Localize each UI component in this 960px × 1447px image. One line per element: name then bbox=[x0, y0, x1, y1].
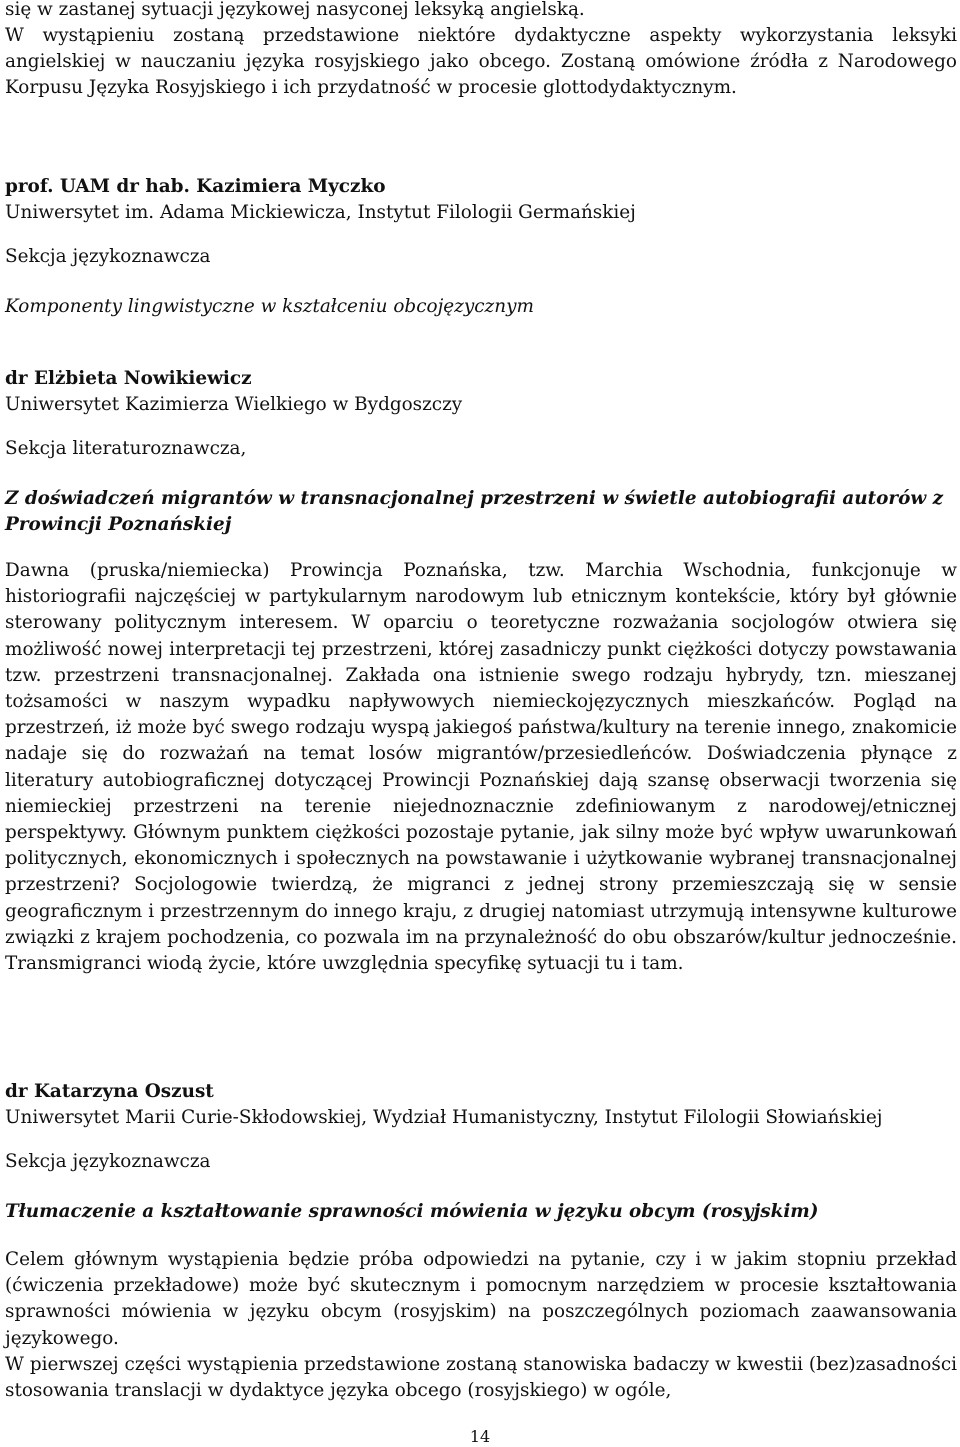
talk-title: Tłumaczenie a kształtowanie sprawności mówienia w języku obcym (rosyjskim) bbox=[5, 1201, 819, 1222]
author-affiliation: Uniwersytet im. Adama Mickiewicza, Instytut Filologii Germańskiej bbox=[5, 202, 636, 223]
talk-abstract: Dawna (pruska/niemiecka) Prowincja Poznańska, tzw. Marchia Wschodnia, funkcjonuje w historiografii najczęściej w partykularnym narodowym lub etnicznym kontekście, który był głównie sterowany politycznym interesem. W oparciu o teoretyczne rozważania socjologów otwiera się możliwość nowej interpretacji tej przestrzeni, której zasadniczy punkt ciężkości dotyczy powstawania tzw. przestrzeni transnacjonalnej. Zakłada ona istnienie swego rodzaju hybrydy, tzn. mieszanej tożsamości w naszym wypadku napływowych niemieckojęzycznych mieszkańców. Pogląd na przestrzeń, iż może być swego rodzaju wyspą jakiegoś państwa/kultury na terenie innego, znakomicie nadaje się do rozważań na temat losów migrantów/przesiedleńców. Doświadczenia płynące z literatury autobiograficznej dotyczącej Prowincji Poznańskiej dają szansę obserwacji tworzenia się niemieckiej przestrzeni na terenie niejednoznacznie zdefiniowanym z narodowej/etnicznej perspektywy. Głównym punktem ciężkości pozostaje pytanie, jak silny może być wpływ uwarunkowań politycznych, ekonomicznych i społecznych na powstawanie i użytkowanie wybranej transnacjonalnej przestrzeni? Socjologowie twierdzą, że migranci z jednej strony przemieszczają się w sensie geograficznym i przestrzennym do innego kraju, z drugiej natomiast utrzymują intensywne kulturowe związki z krajem pochodzenia, co pozwala im na przynależność do obu obszarów/kultur jednocześnie. Transmigranci wiodą życie, które uwzględnia specyfikę sytuacji tu i tam. bbox=[5, 560, 957, 975]
entry-myczko bbox=[5, 174, 957, 320]
talk-abstract-paragraph-1: Celem głównym wystąpienia będzie próba odpowiedzi na pytanie, czy i w jakim stopniu przekład (ćwiczenia przekładowe) może być skutecznym i pomocnym narzędziem w procesie kształtowania sprawności mówienia w języku obcym (rosyjskim) na poszczególnych poziomach zaawansowania językowego. bbox=[5, 1249, 957, 1349]
section-label: Sekcja językoznawcza bbox=[5, 1151, 211, 1172]
page-number: 14 bbox=[469, 1427, 491, 1446]
author-name: dr Katarzyna Oszust bbox=[5, 1081, 214, 1102]
talk-title: Komponenty lingwistyczne w kształceniu obcojęzycznym bbox=[5, 296, 534, 317]
section-label: Sekcja językoznawcza bbox=[5, 246, 211, 267]
intro-paragraph: W wystąpieniu zostaną przedstawione niektóre dydaktyczne aspekty wykorzystania leksyki angielskiej w nauczaniu języka rosyjskiego jako obcego. Zostaną omówione źródła z Narodowego Korpusu Języka Rosyjskiego i ich przydatność w procesie glottodydaktycznym. bbox=[5, 25, 957, 98]
talk-abstract-paragraph-2: W pierwszej części wystąpienia przedstawione zostaną stanowiska badaczy w kwestii (bez)zasadności stosowania translacji w dydaktyce języka obcego (rosyjskiego) w ogóle, bbox=[5, 1353, 957, 1402]
talk-title: Z doświadczeń migrantów w transnacjonalnej przestrzeni w świetle autobiografii autorów z Prowincji Poznańskiej bbox=[5, 488, 944, 535]
author-name: prof. UAM dr hab. Kazimiera Myczko bbox=[5, 176, 386, 197]
section-label: Sekcja literaturoznawcza, bbox=[5, 438, 247, 459]
author-affiliation: Uniwersytet Kazimierza Wielkiego w Bydgoszczy bbox=[5, 394, 463, 415]
author-name: dr Elżbieta Nowikiewicz bbox=[5, 368, 252, 389]
intro-line-1: się w zastanej sytuacji językowej nasyconej leksyką angielską. bbox=[5, 0, 585, 20]
entry-oszust bbox=[5, 1079, 957, 1404]
author-affiliation: Uniwersytet Marii Curie-Skłodowskiej, Wydział Humanistyczny, Instytut Filologii Słowiańskiej bbox=[5, 1107, 883, 1128]
entry-nowikiewicz bbox=[5, 366, 957, 977]
